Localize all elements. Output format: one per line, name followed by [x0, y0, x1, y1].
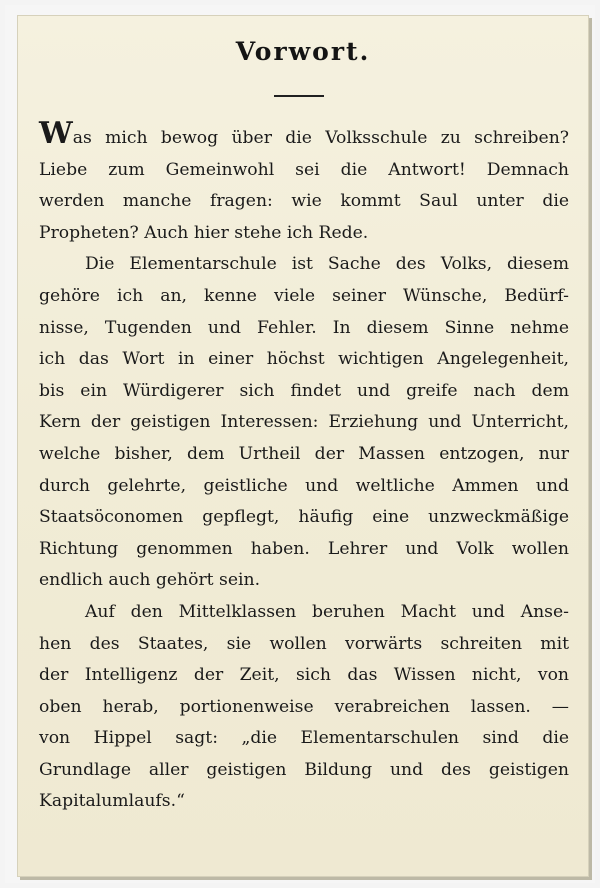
book-page — [17, 15, 589, 877]
text-line: bis ein Würdigerer sich findet und greife nach dem — [39, 380, 569, 401]
text-line: Kapitalumlaufs.“ — [39, 791, 185, 812]
text-line: oben herab, portionenweise verabreichen lassen. — — [39, 696, 569, 717]
line-text: as mich bewog über die Volksschule zu schreiben? — [72, 128, 569, 148]
text-line: Staatsöconomen gepflegt, häufig eine unzweckmäßige — [39, 507, 569, 528]
text-line: Auf den Mittelklassen beruhen Macht und Anse- — [85, 601, 569, 622]
text-line: Propheten? Auch hier stehe ich Rede. — [39, 222, 369, 243]
text-line: Richtung genommen haben. Lehrer und Volk wollen — [39, 538, 569, 559]
text-line: von Hippel sagt: „die Elementarschulen sind die — [39, 728, 569, 749]
text-line: Kern der geistigen Interessen: Erziehung und Unterricht, — [39, 412, 569, 433]
text-line — [39, 116, 569, 155]
text-line: ich das Wort in einer höchst wichtigen Angelegenheit, — [39, 349, 569, 370]
text-line: gehöre ich an, kenne viele seiner Wünsche, Bedürf- — [39, 285, 569, 306]
text-line: hen des Staates, sie wollen vorwärts schreiten mit — [39, 633, 569, 654]
text-line: nisse, Tugenden und Fehler. In diesem Sinne nehme — [39, 317, 569, 338]
text-line: Grundlage aller geistigen Bildung und des geistigen — [39, 759, 569, 780]
title-divider — [274, 95, 324, 97]
text-line: Liebe zum Gemeinwohl sei die Antwort! Demnach — [39, 159, 569, 180]
text-line: endlich auch gehört sein. — [39, 570, 261, 591]
text-line: werden manche fragen: wie kommt Saul unter die — [39, 191, 569, 212]
text-line: Die Elementarschule ist Sache des Volks, diesem — [85, 254, 569, 275]
text-line: durch gelehrte, geistliche und weltliche Ammen und — [39, 475, 569, 496]
body-text — [39, 116, 569, 818]
text-line: welche bisher, dem Urtheil der Massen entzogen, nur — [39, 443, 569, 464]
text-line: der Intelligenz der Zeit, sich das Wissen nicht, von — [39, 665, 569, 686]
drop-cap-letter: W — [39, 116, 73, 151]
page-title: Vorwort. — [235, 37, 371, 66]
